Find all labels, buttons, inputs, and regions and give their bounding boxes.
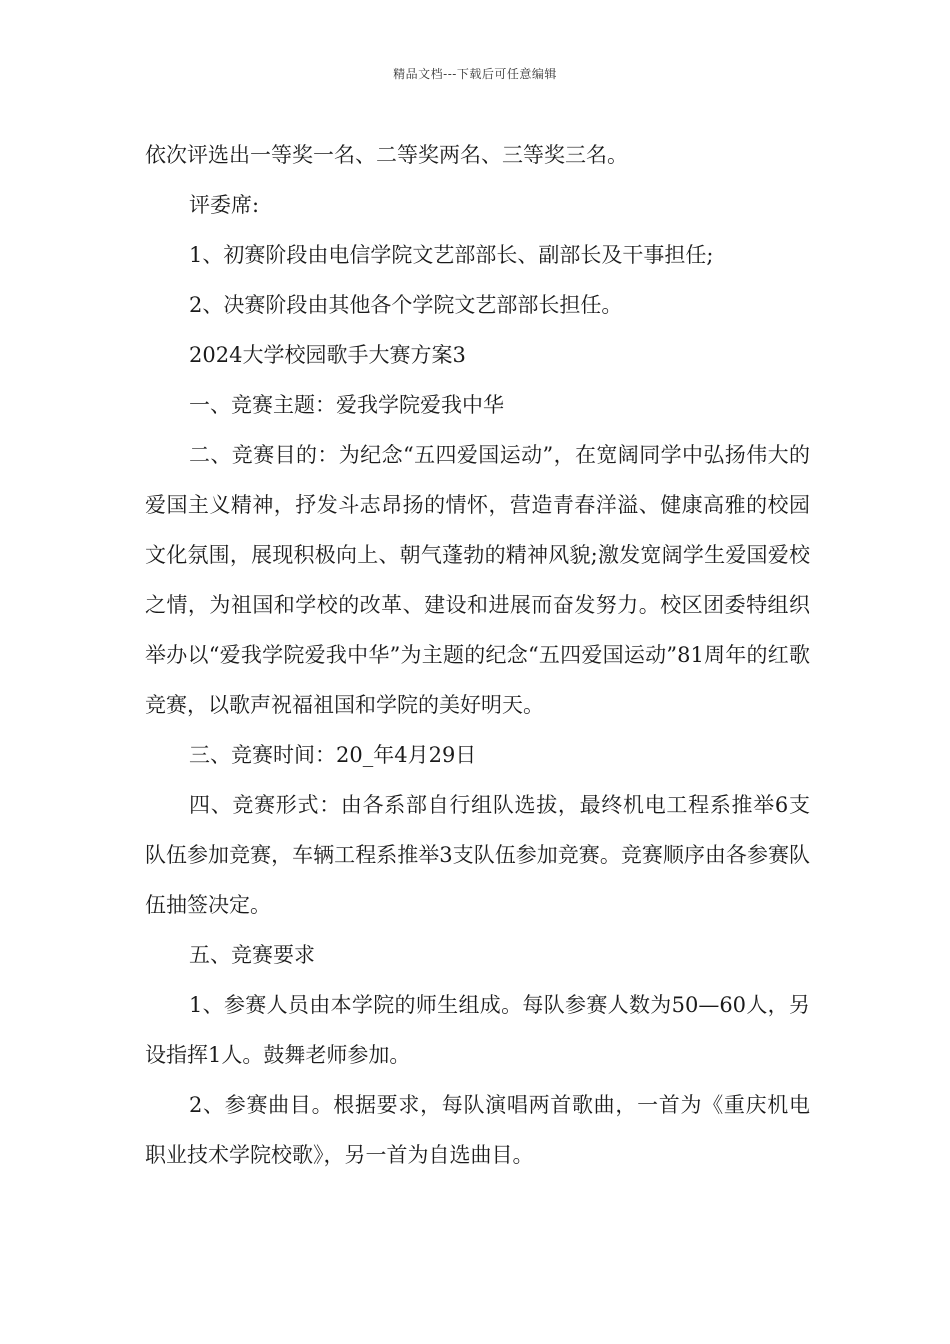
paragraph-award-ranking: 依次评选出一等奖一名、二等奖两名、三等奖三名。	[145, 143, 628, 167]
page-header: 精品文档---下载后可任意编辑	[393, 67, 557, 81]
paragraph-songs: 2、参赛曲目。根据要求，每队演唱两首歌曲，一首为《重庆机电职业技术学院校歌》，另一首为自选曲目。	[145, 1093, 810, 1167]
paragraph-theme: 一、竞赛主题：爱我学院爱我中华	[189, 393, 504, 417]
paragraph-judges-final: 2、决赛阶段由其他各个学院文艺部部长担任。	[189, 293, 623, 317]
paragraph-participants: 1、参赛人员由本学院的师生组成。每队参赛人数为50—60人，另设指挥1人。鼓舞老师参加。	[145, 993, 810, 1067]
paragraph-purpose: 二、竞赛目的：为纪念“五四爱国运动”，在宽阔同学中弘扬伟大的爱国主义精神，抒发斗志昂扬的情怀，营造青春洋溢、健康高雅的校园文化氛围，展现积极向上、朝气蓬勃的精神风貌;激发宽阔学生爱国爱校之情，为祖国和学校的改革、建设和进展而奋发努力。校区团委特组织举办以“爱我学院爱我中华”为主题的纪念“五四爱国运动”81周年的红歌竞赛，以歌声祝福祖国和学院的美好明天。	[145, 443, 810, 717]
paragraph-format: 四、竞赛形式：由各系部自行组队选拔，最终机电工程系推举6支队伍参加竞赛，车辆工程系推举3支队伍参加竞赛。竞赛顺序由各参赛队伍抽签决定。	[145, 793, 810, 917]
paragraph-judges-heading: 评委席:	[189, 193, 260, 217]
section-title: 2024大学校园歌手大赛方案3	[189, 343, 466, 367]
paragraph-time: 三、竞赛时间：20_年4月29日	[189, 743, 477, 767]
paragraph-judges-preliminary: 1、初赛阶段由电信学院文艺部部长、副部长及干事担任;	[189, 243, 714, 267]
document-body	[145, 130, 810, 1180]
paragraph-requirements-heading: 五、竞赛要求	[189, 943, 315, 967]
